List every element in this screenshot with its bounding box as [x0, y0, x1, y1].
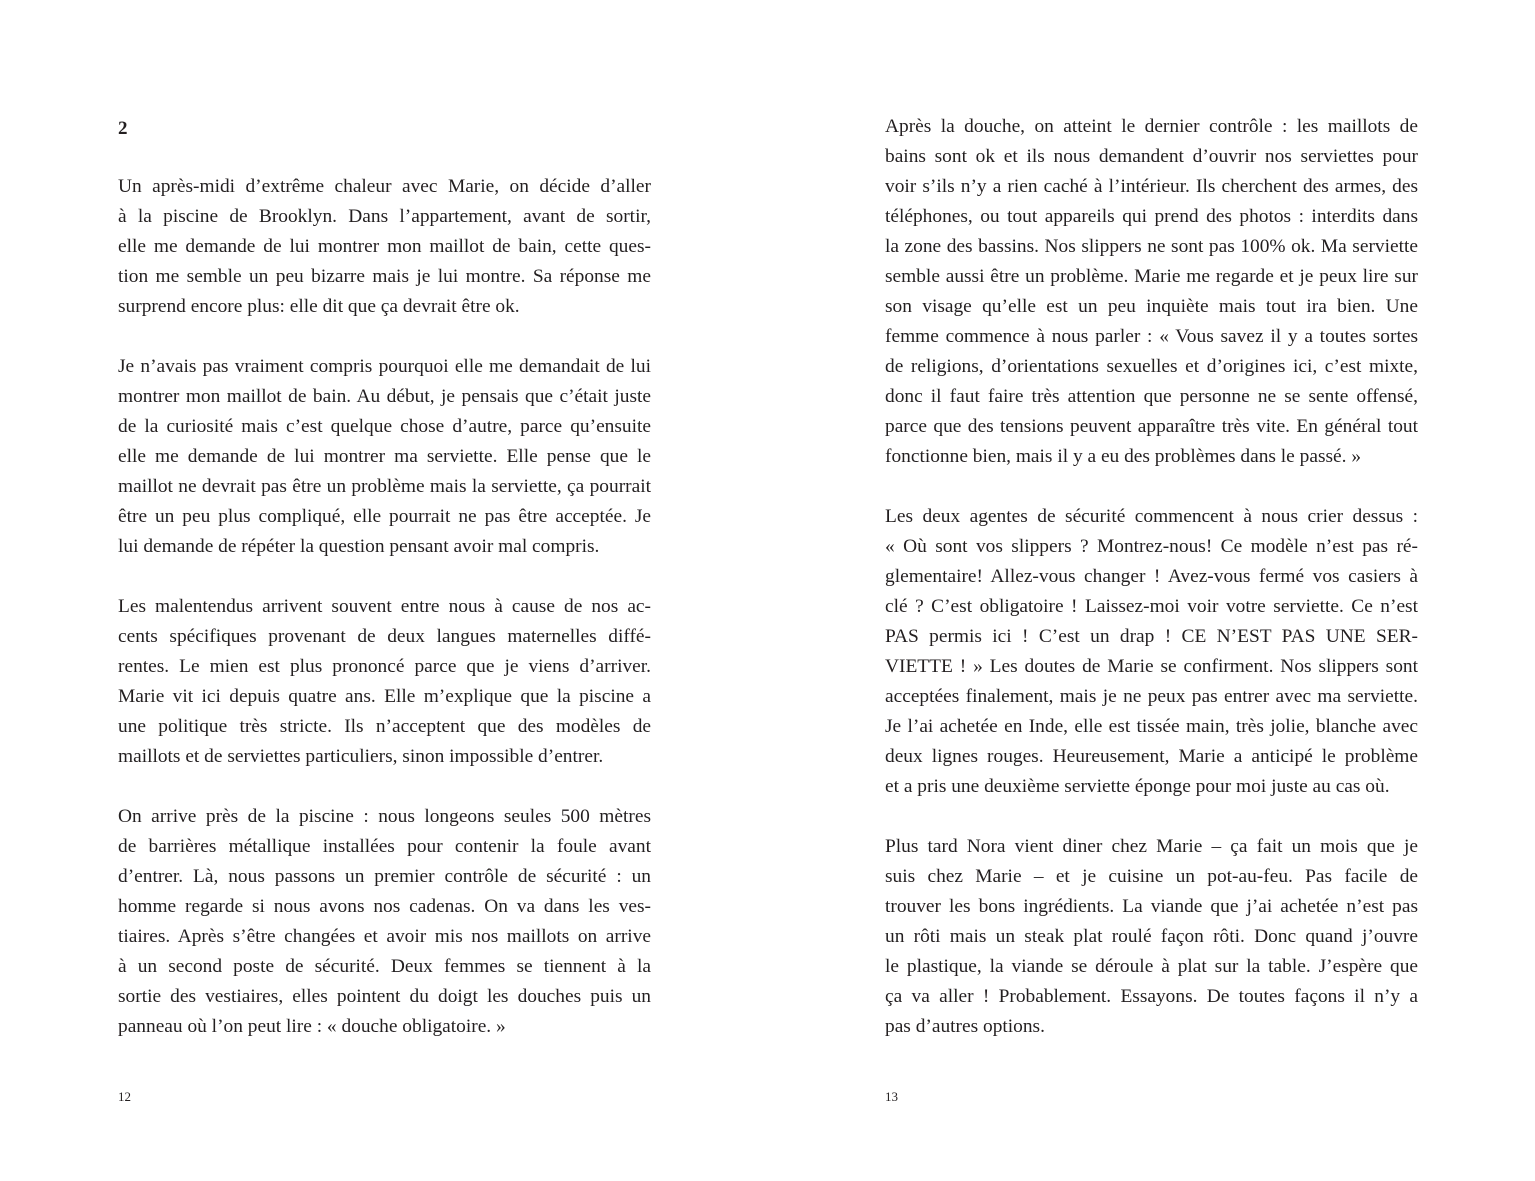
text-line: Je l’ai achetée en Inde, elle est tissée main, très jolie, blanche avec — [885, 716, 1418, 737]
text-line: Plus tard Nora vient diner chez Marie – ça fait un mois que je — [885, 836, 1418, 857]
text-line: cents spécifiques provenant de deux langues maternelles diffé- — [118, 626, 651, 647]
text-line: sortie des vestiaires, elles pointent du doigt les douches puis un — [118, 986, 651, 1007]
paragraph — [885, 832, 1418, 1042]
text-line: PAS permis ici ! C’est un drap ! CE N’EST PAS UNE SER- — [885, 626, 1418, 647]
text-line: glementaire! Allez-vous changer ! Avez-vous fermé vos casiers à — [885, 566, 1418, 587]
text-line: voir s’ils n’y a rien caché à l’intérieur. Ils cherchent des armes, des — [885, 176, 1418, 197]
text-line: Un après-midi d’extrême chaleur avec Marie, on décide d’aller — [118, 176, 651, 197]
right-page-body — [885, 112, 1418, 1072]
text-line: elle me demande de lui montrer ma serviette. Elle pense que le — [118, 446, 651, 467]
text-line: On arrive près de la piscine : nous longeons seules 500 mètres — [118, 806, 651, 827]
text-line: et a pris une deuxième serviette éponge pour moi juste au cas où. — [885, 776, 1390, 797]
text-line: rentes. Le mien est plus prononcé parce que je viens d’arriver. — [118, 656, 651, 677]
text-line: elle me demande de lui montrer mon maillot de bain, cette ques- — [118, 236, 651, 257]
page-number: 12 — [118, 1089, 131, 1104]
text-line: le plastique, la viande se déroule à plat sur la table. J’espère que — [885, 956, 1418, 977]
text-line: maillots et de serviettes particuliers, sinon impossible d’entrer. — [118, 746, 604, 767]
text-line: panneau où l’on peut lire : « douche obligatoire. » — [118, 1016, 506, 1037]
paragraph — [885, 112, 1418, 472]
text-line: téléphones, ou tout appareils qui prend des photos : interdits dans — [885, 206, 1418, 227]
text-line: être un peu plus compliqué, elle pourrait ne pas être acceptée. Je — [118, 506, 651, 527]
text-line: Marie vit ici depuis quatre ans. Elle m’explique que la piscine a — [118, 686, 651, 707]
text-line: clé ? C’est obligatoire ! Laissez-moi voir votre serviette. Ce n’est — [885, 596, 1418, 617]
text-line: tiaires. Après s’être changées et avoir mis nos maillots on arrive — [118, 926, 651, 947]
text-line: ça va aller ! Probablement. Essayons. De toutes façons il n’y a — [885, 986, 1418, 1007]
page-number: 13 — [885, 1089, 898, 1104]
text-line: donc il faut faire très attention que personne ne se sente offensé, — [885, 386, 1418, 407]
text-line: VIETTE ! » Les doutes de Marie se confirment. Nos slippers sont — [885, 656, 1418, 677]
text-line: la zone des bassins. Nos slippers ne sont pas 100% ok. Ma serviette — [885, 236, 1418, 257]
text-line: pas d’autres options. — [885, 1016, 1045, 1037]
chapter-number: 2 — [118, 118, 128, 139]
left-page — [118, 0, 651, 1181]
text-line: son visage qu’elle est un peu inquiète mais tout ira bien. Une — [885, 296, 1418, 317]
text-line: Les malentendus arrivent souvent entre nous à cause de nos ac- — [118, 596, 651, 617]
text-line: deux lignes rouges. Heureusement, Marie a anticipé le problème — [885, 746, 1418, 767]
text-line: parce que des tensions peuvent apparaître très vite. En général tout — [885, 416, 1418, 437]
text-line: montrer mon maillot de bain. Au début, je pensais que c’était juste — [118, 386, 651, 407]
text-line: de barrières métallique installées pour contenir la foule avant — [118, 836, 651, 857]
text-line: maillot ne devrait pas être un problème mais la serviette, ça pourrait — [118, 476, 651, 497]
paragraph — [885, 502, 1418, 802]
left-page-body — [118, 172, 651, 1072]
text-line: bains sont ok et ils nous demandent d’ouvrir nos serviettes pour — [885, 146, 1418, 167]
text-line: à un second poste de sécurité. Deux femmes se tiennent à la — [118, 956, 651, 977]
paragraph — [118, 802, 651, 1042]
text-line: Je n’avais pas vraiment compris pourquoi elle me demandait de lui — [118, 356, 651, 377]
text-line: à la piscine de Brooklyn. Dans l’appartement, avant de sortir, — [118, 206, 651, 227]
text-line: trouver les bons ingrédients. La viande que j’ai achetée n’est pas — [885, 896, 1418, 917]
text-line: homme regarde si nous avons nos cadenas. On va dans les ves- — [118, 896, 651, 917]
text-line: femme commence à nous parler : « Vous savez il y a toutes sortes — [885, 326, 1418, 347]
text-line: lui demande de répéter la question pensant avoir mal compris. — [118, 536, 600, 557]
text-line: de la curiosité mais c’est quelque chose d’autre, parce qu’ensuite — [118, 416, 651, 437]
paragraph — [118, 352, 651, 562]
text-line: fonctionne bien, mais il y a eu des problèmes dans le passé. » — [885, 446, 1362, 467]
text-line: « Où sont vos slippers ? Montrez-nous! Ce modèle n’est pas ré- — [885, 536, 1418, 557]
text-line: Après la douche, on atteint le dernier contrôle : les maillots de — [885, 116, 1418, 137]
text-line: surprend encore plus: elle dit que ça devrait être ok. — [118, 296, 520, 317]
text-line: un rôti mais un steak plat roulé façon rôti. Donc quand j’ouvre — [885, 926, 1418, 947]
text-line: une politique très stricte. Ils n’acceptent que des modèles de — [118, 716, 651, 737]
text-line: semble aussi être un problème. Marie me regarde et je peux lire sur — [885, 266, 1418, 287]
paragraph — [118, 592, 651, 772]
text-line: suis chez Marie – et je cuisine un pot-au-feu. Pas facile de — [885, 866, 1418, 887]
text-line: tion me semble un peu bizarre mais je lui montre. Sa réponse me — [118, 266, 651, 287]
text-line: Les deux agentes de sécurité commencent à nous crier dessus : — [885, 506, 1418, 527]
text-line: acceptées finalement, mais je ne peux pas entrer avec ma serviette. — [885, 686, 1418, 707]
text-line: de religions, d’orientations sexuelles et d’origines ici, c’est mixte, — [885, 356, 1418, 377]
text-line: d’entrer. Là, nous passons un premier contrôle de sécurité : un — [118, 866, 651, 887]
paragraph — [118, 172, 651, 322]
right-page — [885, 0, 1418, 1181]
